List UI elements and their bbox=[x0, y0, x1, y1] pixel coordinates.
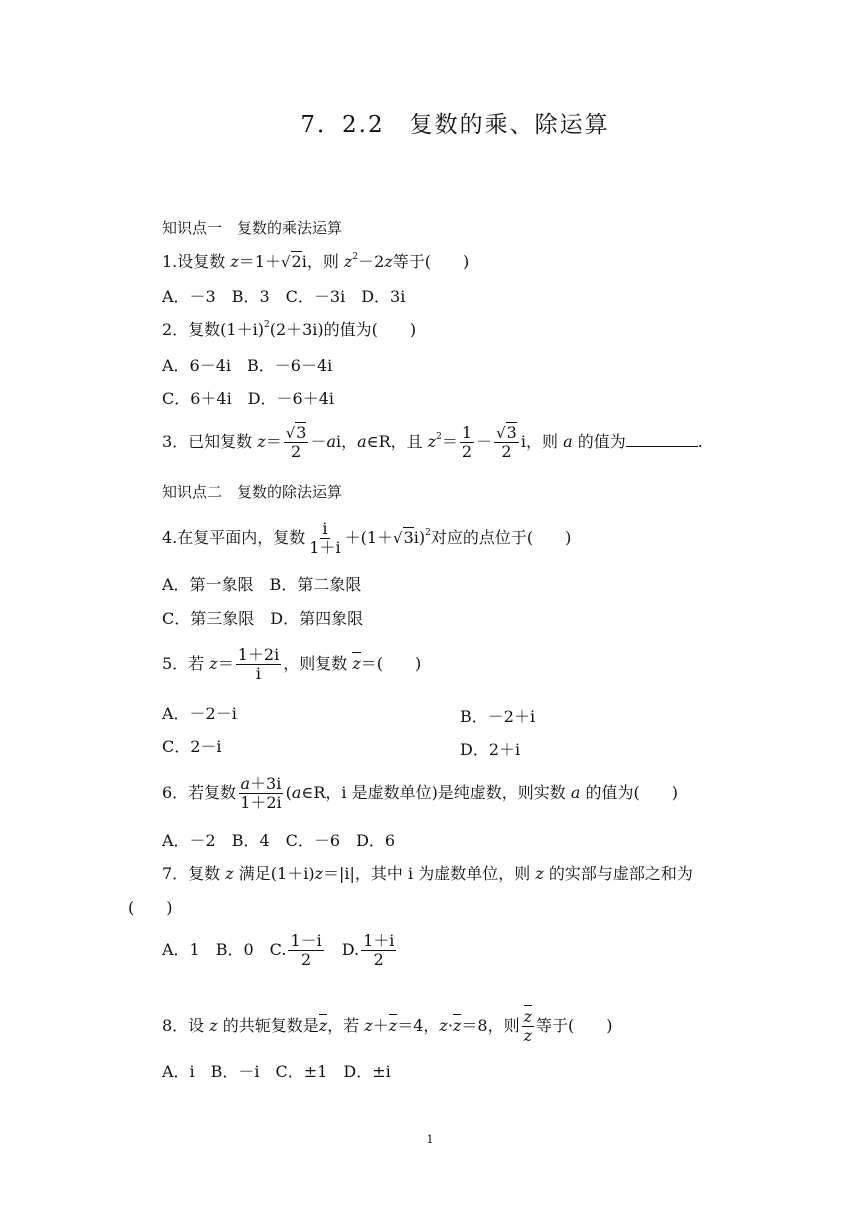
question-4-options-row-1: A．第一象限 B．第二象限 bbox=[162, 575, 362, 594]
question-7-bracket: ( ) bbox=[128, 898, 173, 917]
fraction: $\frac{1+i}{2}$ bbox=[363, 931, 395, 969]
page-title: 7．2.2 复数的乘、除运算 bbox=[300, 112, 610, 138]
answer-blank[interactable] bbox=[626, 432, 698, 447]
question-1-options: A．－3 B．3 C．－3i D．3i bbox=[162, 287, 406, 306]
question-2-options-row-2: C．6＋4i D．－6＋4i bbox=[162, 389, 335, 408]
question-2-options-row-1: A．6－4i B．－6－4i bbox=[162, 356, 333, 375]
question-8: 8．设 z 的共轭复数是z，若 z＋z＝4，z·z＝8，则 $\frac{z}{z}$ 等于( ) bbox=[162, 1007, 613, 1045]
fraction: $\frac{√3}{2}$ bbox=[496, 423, 517, 461]
question-3: 3．已知复数 z＝ $\frac{√3}{2}$ －ai，a∈R，且 $z^2=$ $\frac{1}{2}$ － $\frac{√3}{2}$ i，则 a 的值为 . bbox=[162, 423, 703, 461]
question-5-option-a: A．－2－i bbox=[162, 704, 237, 723]
question-7-options: A．1 B．0 C. $\frac{1-i}{2}$ D. $\frac{1+i}{2}$ bbox=[162, 931, 395, 969]
page-number: 1 bbox=[426, 1133, 434, 1146]
question-6-options: A．－2 B．4 C．－6 D．6 bbox=[162, 831, 396, 850]
fraction: $\frac{1-i}{2}$ bbox=[290, 931, 322, 969]
question-7: 7．复数 z 满足(1＋i)z＝|i|，其中 i 为虚数单位，则 z 的实部与虚部之和为 bbox=[162, 864, 693, 883]
question-4: 4.在复平面内，复数 $\frac{i}{1+i}$ $+(1+√3i)^2$对应的点位于( ) bbox=[162, 519, 572, 557]
question-1: 1.设复数 z＝1＋√2i，则 $z^2-2z$等于( ) bbox=[162, 252, 470, 271]
fraction: $\frac{z}{z}$ bbox=[523, 1007, 533, 1045]
question-4-options-row-2: C．第三象限 D．第四象限 bbox=[162, 609, 364, 628]
fraction: $\frac{√3}{2}$ bbox=[285, 423, 307, 461]
question-5-option-b: B．－2＋i bbox=[460, 707, 536, 726]
question-8-options: A．i B．－i C．±1 D．±i bbox=[162, 1062, 391, 1081]
fraction: $\frac{a+3i}{1+2i}$ bbox=[240, 774, 282, 812]
section-heading-division: 知识点二 复数的除法运算 bbox=[162, 483, 343, 501]
question-5-option-d: D．2＋i bbox=[460, 740, 521, 759]
question-5-option-c: C．2－i bbox=[162, 737, 222, 756]
fraction: $\frac{1+2i}{i}$ bbox=[237, 645, 280, 683]
question-6: 6．若复数 $\frac{a+3i}{1+2i}$ (a∈R，i 是虚数单位)是纯虚数，则实数 a 的值为( ) bbox=[162, 774, 679, 812]
fraction: $\frac{i}{1+i}$ bbox=[309, 519, 341, 557]
section-heading-multiplication: 知识点一 复数的乘法运算 bbox=[162, 219, 343, 237]
fraction: $\frac{1}{2}$ bbox=[461, 423, 473, 461]
question-5: 5．若 z＝ $\frac{1+2i}{i}$ ，则复数 z＝( ) bbox=[162, 645, 422, 683]
question-2: 2．复数$(1+i)^2(2+3i)$的值为( ) bbox=[162, 320, 417, 339]
